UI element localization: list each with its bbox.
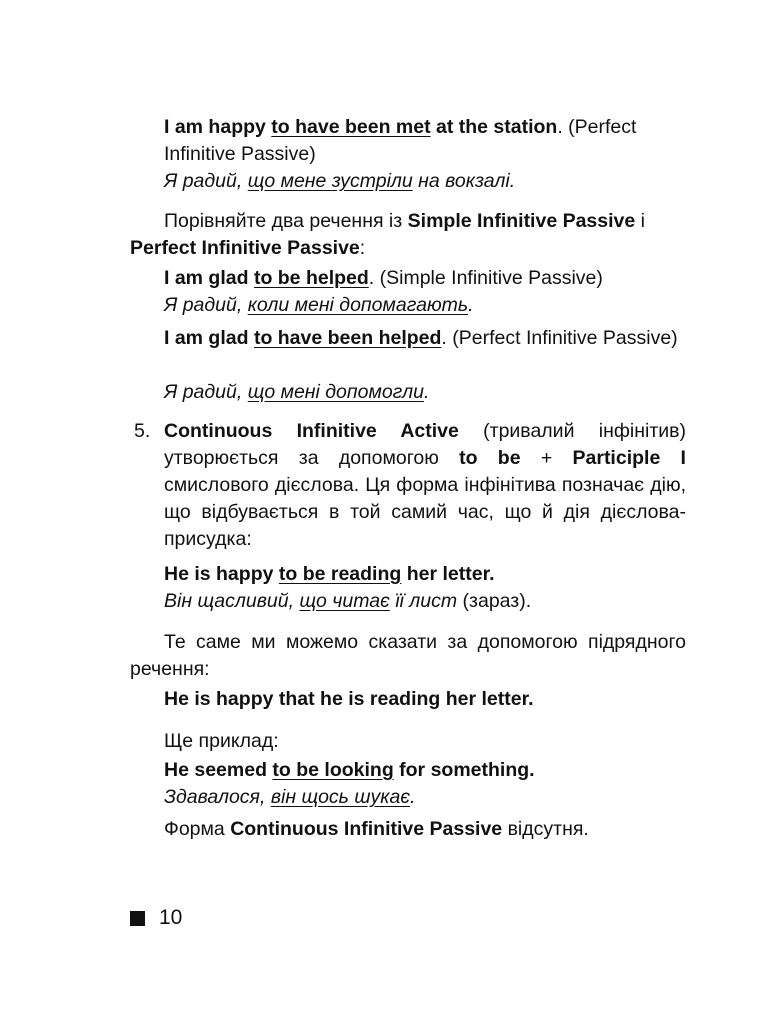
same-meaning-paragraph: Те саме ми можемо сказати за допомогою підрядного речення: [130, 631, 686, 680]
example-sentence-5: He is happy that he is reading her letter. [164, 688, 534, 710]
term-continuous-infinitive-active: Continuous Infinitive Active [164, 420, 459, 442]
translation-underlined: що мені допомогли [247, 381, 424, 403]
example-en-part: I am glad [164, 327, 254, 349]
example-en-infinitive: to be helped [253, 267, 369, 289]
term-to-be: to be [459, 447, 521, 469]
compare-text: : [359, 237, 366, 259]
example-sentence-3 [164, 325, 686, 352]
example-en-part: He is happy [164, 563, 279, 585]
translation-underlined: коли мені допомагають [247, 294, 469, 316]
example-sentence-6 [164, 757, 686, 784]
page-number: 10 [159, 906, 183, 929]
square-bullet-icon [130, 911, 145, 926]
example-en-part: for something. [393, 759, 535, 781]
item-text-part: + [520, 447, 573, 469]
example-en-infinitive: to have been met [271, 116, 431, 138]
example-translation-1 [164, 168, 686, 195]
item-number: 5. [134, 420, 151, 442]
example-translation-2 [164, 292, 686, 319]
example-en-part: I am glad [164, 267, 254, 289]
example-en-note: . (Perfect Infinitive Passive) [441, 327, 678, 349]
example-translation-4 [164, 588, 686, 615]
translation-underlined: що читає [299, 590, 390, 612]
compare-text: Порівняйте два речення із [164, 210, 408, 232]
final-statement [164, 816, 686, 843]
numbered-item-5 [130, 418, 686, 553]
term-participle-i: Participle I [572, 447, 686, 469]
compare-text: і [635, 210, 645, 232]
final-text: відсутня. [502, 818, 589, 840]
translation-part: Я радий, [164, 294, 248, 316]
translation-part: Він щасливий, [164, 590, 300, 612]
translation-part: її лист [389, 590, 458, 612]
example-en-part: her letter. [401, 563, 495, 585]
page-footer [130, 904, 182, 932]
compare-paragraph [130, 208, 686, 262]
translation-underlined: що мене зустріли [247, 170, 413, 192]
translation-part: . [410, 786, 416, 808]
example-en-infinitive: to be looking [272, 759, 394, 781]
translation-part: на вокзалі. [412, 170, 516, 192]
example-translation-6 [164, 784, 686, 811]
final-text: Форма [164, 818, 231, 840]
example-en-part: at the station [430, 116, 558, 138]
another-example-label: Ще приклад: [164, 730, 279, 752]
translation-part: Я радий, [164, 381, 248, 403]
item-text-part: (тривалий інфінітив) утворюється за допомогою [164, 420, 686, 469]
translation-part: . [423, 381, 430, 403]
example-sentence-1 [164, 114, 686, 168]
example-en-infinitive: to be reading [278, 563, 402, 585]
example-sentence-2 [164, 265, 686, 292]
translation-note: (зараз). [457, 590, 532, 612]
example-en-note: . (Perfect Infinitive Passive) [164, 116, 637, 165]
item-text [164, 418, 686, 553]
term-perfect-infinitive-passive: Perfect Infinitive Passive [130, 237, 360, 259]
translation-underlined: він щось шукає [270, 786, 410, 808]
example-en-infinitive: to have been helped [253, 327, 442, 349]
item-text-part: смислового дієслова. Ця форма інфінітива позначає дію, що відбувається в той самий час, що й дія дієслова-присудка: [164, 474, 686, 550]
term-continuous-infinitive-passive: Continuous Infinitive Passive [230, 818, 503, 840]
term-simple-infinitive-passive: Simple Infinitive Passive [407, 210, 636, 232]
translation-part: . [468, 294, 474, 316]
translation-part: Я радий, [164, 170, 248, 192]
example-sentence-4 [164, 561, 686, 588]
example-en-part: He seemed [164, 759, 273, 781]
example-en-part: I am happy [164, 116, 272, 138]
translation-part: Здавалося, [164, 786, 271, 808]
example-translation-3 [164, 379, 686, 406]
example-en-note: . (Simple Infinitive Passive) [368, 267, 603, 289]
